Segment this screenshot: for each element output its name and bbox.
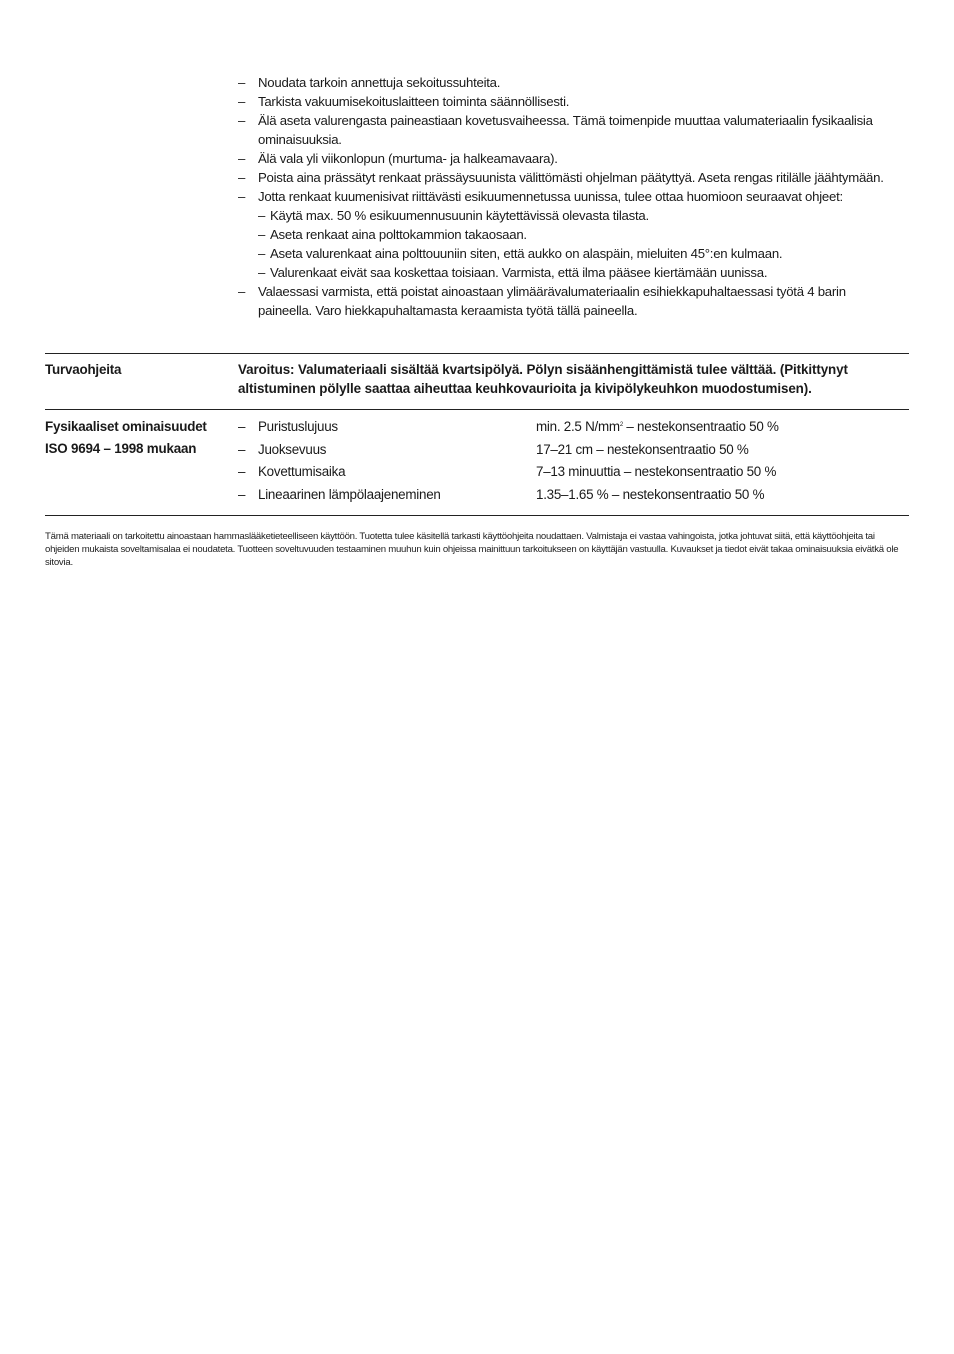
value-text: 17–21 cm – nestekonsentraatio 50 %: [536, 441, 749, 457]
list-item: [238, 149, 902, 168]
physical-label-line2: ISO 9694 – 1998 mukaan: [45, 441, 197, 456]
property-value: [536, 484, 906, 507]
value-superscript: 2: [619, 422, 623, 428]
value-text: min. 2.5 N/mm: [536, 419, 620, 434]
property-name: Lineaarinen lämpölaajeneminen: [258, 486, 441, 502]
value-text: 7–13 minuuttia – nestekonsentraatio 50 %: [536, 464, 777, 479]
bullet-dash: –: [238, 113, 246, 128]
sub-bullet-dash: –: [258, 265, 266, 280]
sub-bullet-text: Valurenkaat eivät saa koskettaa toisiaan. Varmista, että ilma pääsee kiertämään uunissa.: [270, 265, 768, 280]
safety-warning: Varoitus: Valumateriaali sisältää kvartsipölyä. Pölyn sisäänhengittämistä tulee välttää. (Pitkittynyt altistuminen pölylle saattaa aiheuttaa keuhkovaurioita ja kivipölykeuhkon muodostumisen).: [238, 362, 848, 396]
bullet-dash: –: [238, 441, 246, 457]
bullet-dash: –: [238, 284, 246, 299]
property-name-cell: [238, 461, 536, 484]
property-value: [536, 461, 906, 484]
list-item: [238, 187, 902, 206]
section-divider: [45, 409, 909, 410]
bullet-dash: –: [238, 419, 246, 434]
properties-table: [238, 416, 906, 506]
bullet-dash: –: [238, 151, 246, 166]
bullet-dash: –: [238, 170, 246, 185]
bullet-dash: –: [238, 486, 246, 502]
bullet-dash: –: [238, 189, 246, 204]
sub-bullet-dash: –: [258, 246, 266, 261]
sub-list-item: [258, 244, 902, 263]
footer-disclaimer: Tämä materiaali on tarkoitettu ainoastaan hammaslääketieteelliseen käyttöön. Tuotetta tulee käsitellä tarkasti käyttöohjeita noudattaen. Valmistaja ei vastaa vahingoista, jotka johtuvat siitä, että käyttöohjeita tai ohjeiden mukaista soveltamisalaa ei noudateta. Tuotteen soveltuvuuden testaaminen muuhun kuin ohjeissa mainittuun tarkoitukseen on käyttäjän vastuulla. Kuvaukset ja tiedot eivät takaa ominaisuuksia eivätkä ole sitovia.: [45, 531, 899, 568]
sub-bullet-text: Aseta renkaat aina polttokammion takaosaan.: [270, 227, 527, 242]
sub-list-item: [258, 206, 902, 225]
table-row: [238, 439, 906, 462]
list-item: [238, 111, 902, 149]
bullet-text: Jotta renkaat kuumenisivat riittävästi esikuumennetussa uunissa, tulee ottaa huomioon seuraavat ohjeet:: [258, 189, 843, 204]
bullet-dash: –: [238, 94, 246, 109]
bullet-text: Poista aina prässätyt renkaat prässäysuunista välittömästi ohjelman päätyttyä. Aseta rengas ritilälle jäähtymään.: [258, 170, 884, 185]
property-name: Puristuslujuus: [258, 419, 338, 434]
property-value: [536, 416, 906, 439]
list-item: [238, 92, 902, 111]
list-item: [238, 282, 902, 320]
table-row: [238, 416, 906, 439]
sub-bullet-text: Käytä max. 50 % esikuumennusuunin käytettävissä olevasta tilasta.: [270, 208, 649, 223]
bullet-text: Valaessasi varmista, että poistat ainoastaan ylimäärävalumateriaalin esihiekkapuhaltaessasi työtä 4 barin paineella. Varo hiekkapuhaltamasta keraamista työtä tällä paineella.: [258, 284, 846, 318]
sub-bullet-text: Aseta valurenkaat aina polttouuniin siten, että aukko on alaspäin, mieluiten 45°:en kulmaan.: [270, 246, 783, 261]
property-value: [536, 439, 906, 462]
section-divider: [45, 515, 909, 516]
bullet-dash: –: [238, 464, 246, 479]
table-row: [238, 461, 906, 484]
bullet-text: Älä aseta valurengasta paineastiaan kovetusvaiheessa. Tämä toimenpide muuttaa valumateriaalin fysikaalisia ominaisuuksia.: [258, 113, 873, 147]
property-name: Kovettumisaika: [258, 464, 346, 479]
list-item: [238, 168, 902, 187]
sub-list-item: [258, 263, 902, 282]
safety-label: Turvaohjeita: [45, 362, 122, 377]
bullet-text: Älä vala yli viikonlopun (murtuma- ja halkeamavaara).: [258, 151, 558, 166]
instructions-list: [238, 73, 902, 320]
sub-list-item: [258, 225, 902, 244]
sub-bullet-dash: –: [258, 208, 266, 223]
property-name-cell: [238, 416, 536, 439]
bullet-text: Tarkista vakuumisekoituslaitteen toiminta säännöllisesti.: [258, 94, 570, 109]
bullet-dash: –: [238, 75, 246, 90]
property-name: Juoksevuus: [258, 441, 327, 457]
property-name-cell: [238, 439, 536, 462]
section-divider: [45, 353, 909, 354]
value-text: 1.35–1.65 % – nestekonsentraatio 50 %: [536, 486, 765, 502]
list-item: [238, 73, 902, 92]
table-row: [238, 484, 906, 507]
bullet-text: Noudata tarkoin annettuja sekoitussuhteita.: [258, 75, 501, 90]
property-name-cell: [238, 484, 536, 507]
value-text-suffix: – nestekonsentraatio 50 %: [622, 419, 779, 434]
physical-label-line1: Fysikaaliset ominaisuudet: [45, 419, 207, 434]
sub-bullet-dash: –: [258, 227, 266, 242]
